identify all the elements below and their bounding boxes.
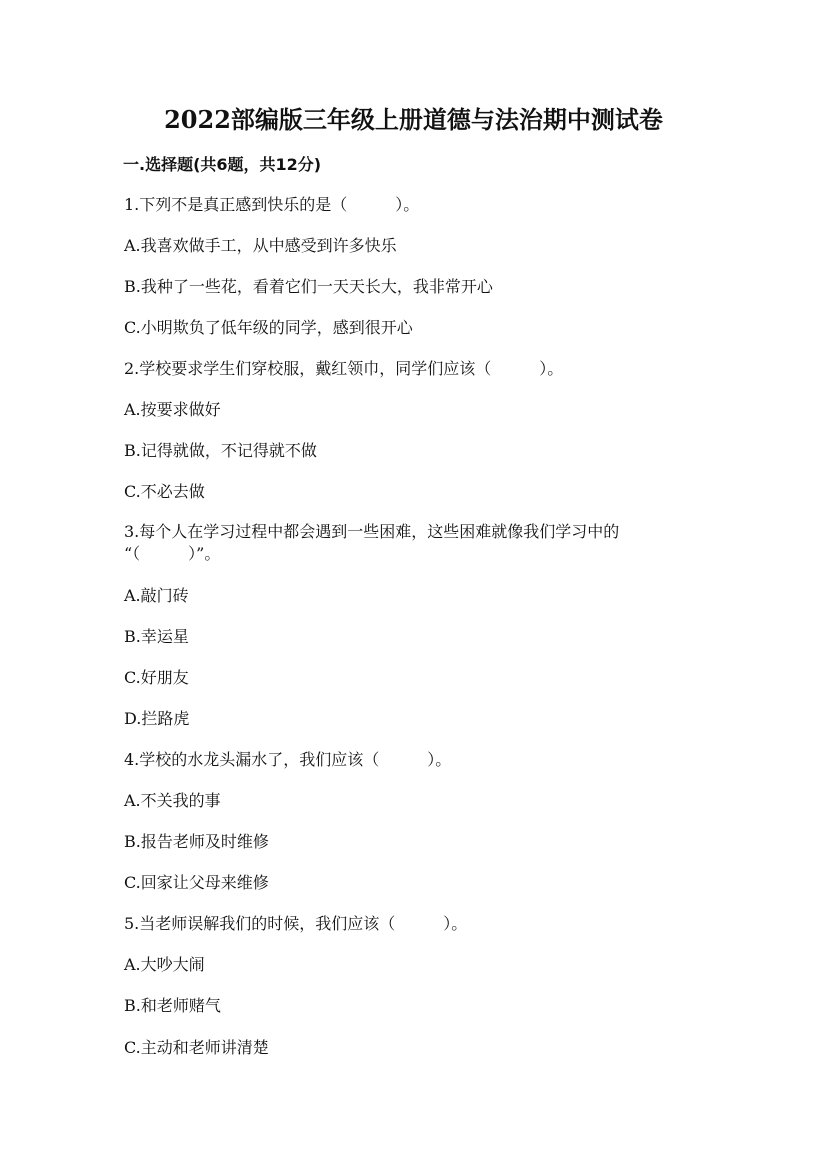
question-4-option-a: A.不关我的事 xyxy=(124,791,221,810)
section-heading: 一.选择题(共6题，共12分) xyxy=(123,155,322,174)
question-3-stem-line-2: “（ ）”。 xyxy=(124,544,221,563)
question-3-stem-line-1: 3.每个人在学习过程中都会遇到一些困难，这些困难就像我们学习中的 xyxy=(124,522,620,541)
question-2-option-c: C.不必去做 xyxy=(124,482,205,501)
question-1-option-b: B.我种了一些花，看着它们一天天长大，我非常开心 xyxy=(124,277,493,296)
question-3-option-b: B.幸运星 xyxy=(124,627,189,646)
question-2-option-b: B.记得就做，不记得就不做 xyxy=(124,441,317,460)
question-1-stem: 1.下列不是真正感到快乐的是（ ）。 xyxy=(124,195,420,214)
question-3-option-d: D.拦路虎 xyxy=(124,709,190,728)
question-4-option-b: B.报告老师及时维修 xyxy=(124,832,269,851)
question-5-option-c: C.主动和老师讲清楚 xyxy=(124,1038,269,1057)
page-title: 2022部编版三年级上册道德与法治期中测试卷 xyxy=(164,105,663,134)
question-5-option-b: B.和老师赌气 xyxy=(124,996,221,1015)
question-5-option-a: A.大吵大闹 xyxy=(124,955,205,974)
question-4-stem: 4.学校的水龙头漏水了，我们应该（ ）。 xyxy=(124,750,452,769)
question-1-option-a: A.我喜欢做手工，从中感受到许多快乐 xyxy=(124,236,397,255)
question-5-stem: 5.当老师误解我们的时候，我们应该（ ）。 xyxy=(124,914,468,933)
question-4-option-c: C.回家让父母来维修 xyxy=(124,873,269,892)
question-3-option-c: C.好朋友 xyxy=(124,668,189,687)
question-1-option-c: C.小明欺负了低年级的同学，感到很开心 xyxy=(124,318,413,337)
question-3-option-a: A.敲门砖 xyxy=(124,586,189,605)
question-2-option-a: A.按要求做好 xyxy=(124,400,221,419)
question-2-stem: 2.学校要求学生们穿校服，戴红领巾，同学们应该（ ）。 xyxy=(124,359,564,378)
